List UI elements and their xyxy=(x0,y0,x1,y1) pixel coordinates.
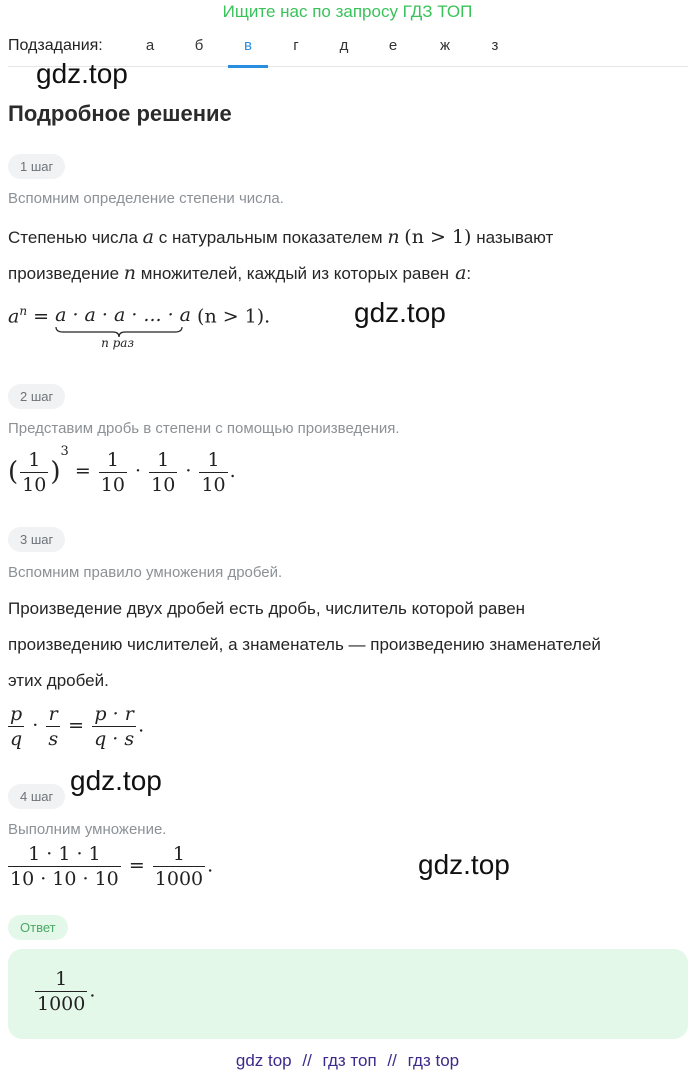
tab-zh[interactable]: ж xyxy=(439,37,451,54)
step-text-line: этих дробей. xyxy=(8,671,109,690)
tab-g[interactable]: г xyxy=(293,37,299,54)
formula-power-definition: $a^n = a \cdot a \cdot a$ · ... · a n раз (n > 1). xyxy=(8,304,271,350)
answer-badge: Ответ xyxy=(8,915,68,940)
step-badge: 2 шаг xyxy=(8,384,65,409)
watermark: gdz.top xyxy=(418,849,510,880)
subtasks-label: Подзадания: xyxy=(8,37,103,54)
step-text-line: произведение n множителей, каждый из которых равен a: xyxy=(8,262,472,284)
answer-box xyxy=(8,949,688,1039)
step-hint: Представим дробь в степени с помощью произведения. xyxy=(8,420,400,437)
step-hint: Вспомним определение степени числа. xyxy=(8,190,284,207)
watermark: gdz.top xyxy=(354,297,446,328)
footer-link[interactable]: гдз top xyxy=(407,1051,460,1070)
step-hint: Выполним умножение. xyxy=(8,821,167,838)
step-text-line: Произведение двух дробей есть дробь, числитель которой равен xyxy=(8,599,526,618)
step-text-line: произведению числителей, а знаменатель — произведению знаменателей xyxy=(8,635,601,654)
tab-v[interactable]: в xyxy=(228,37,268,68)
answer-formula: $\frac{1}{1000}$ . xyxy=(37,968,96,1015)
footer-link[interactable]: gdz top xyxy=(235,1051,292,1070)
formula-multiplication: $\frac{1 \cdot 1 \cdot 1}{10 \cdot 10 \cdot 10}$ = $\frac{1}{1000}$ . xyxy=(10,843,214,890)
tab-z[interactable]: з xyxy=(491,37,499,54)
step-text-line: Степенью числа a с натуральным показателем n (n > 1) называют xyxy=(8,226,554,248)
step-badge: 4 шаг xyxy=(8,784,65,809)
footer-links: gdz top // гдз топ // гдз top xyxy=(235,1051,460,1070)
tab-e[interactable]: е xyxy=(388,37,398,54)
formula-fraction-power: ( $\frac{1}{10}$ )$^3$ = $\frac{1}{10}$ · $\frac{1}{10}$ · $\frac{1}{10}$ . xyxy=(8,444,236,496)
formula-fraction-multiply: $\frac{p}{q}$ · $\frac{r}{s}$ = $\frac{p \cdot r}{q \cdot s}$ . xyxy=(10,703,145,750)
page-title: Подробное решение xyxy=(8,101,232,126)
watermark: gdz.top xyxy=(36,58,128,89)
watermark: gdz.top xyxy=(70,765,162,796)
step-badge: 1 шаг xyxy=(8,154,65,179)
step-badge: 3 шаг xyxy=(8,527,65,552)
tab-d[interactable]: д xyxy=(339,37,349,54)
step-hint: Вспомним правило умножения дробей. xyxy=(8,564,283,581)
promo-banner: Ищите нас по запросу ГДЗ ТОП xyxy=(222,2,473,21)
tab-b[interactable]: б xyxy=(194,37,204,54)
footer-link[interactable]: гдз топ xyxy=(322,1051,377,1070)
tab-a[interactable]: а xyxy=(145,37,155,54)
